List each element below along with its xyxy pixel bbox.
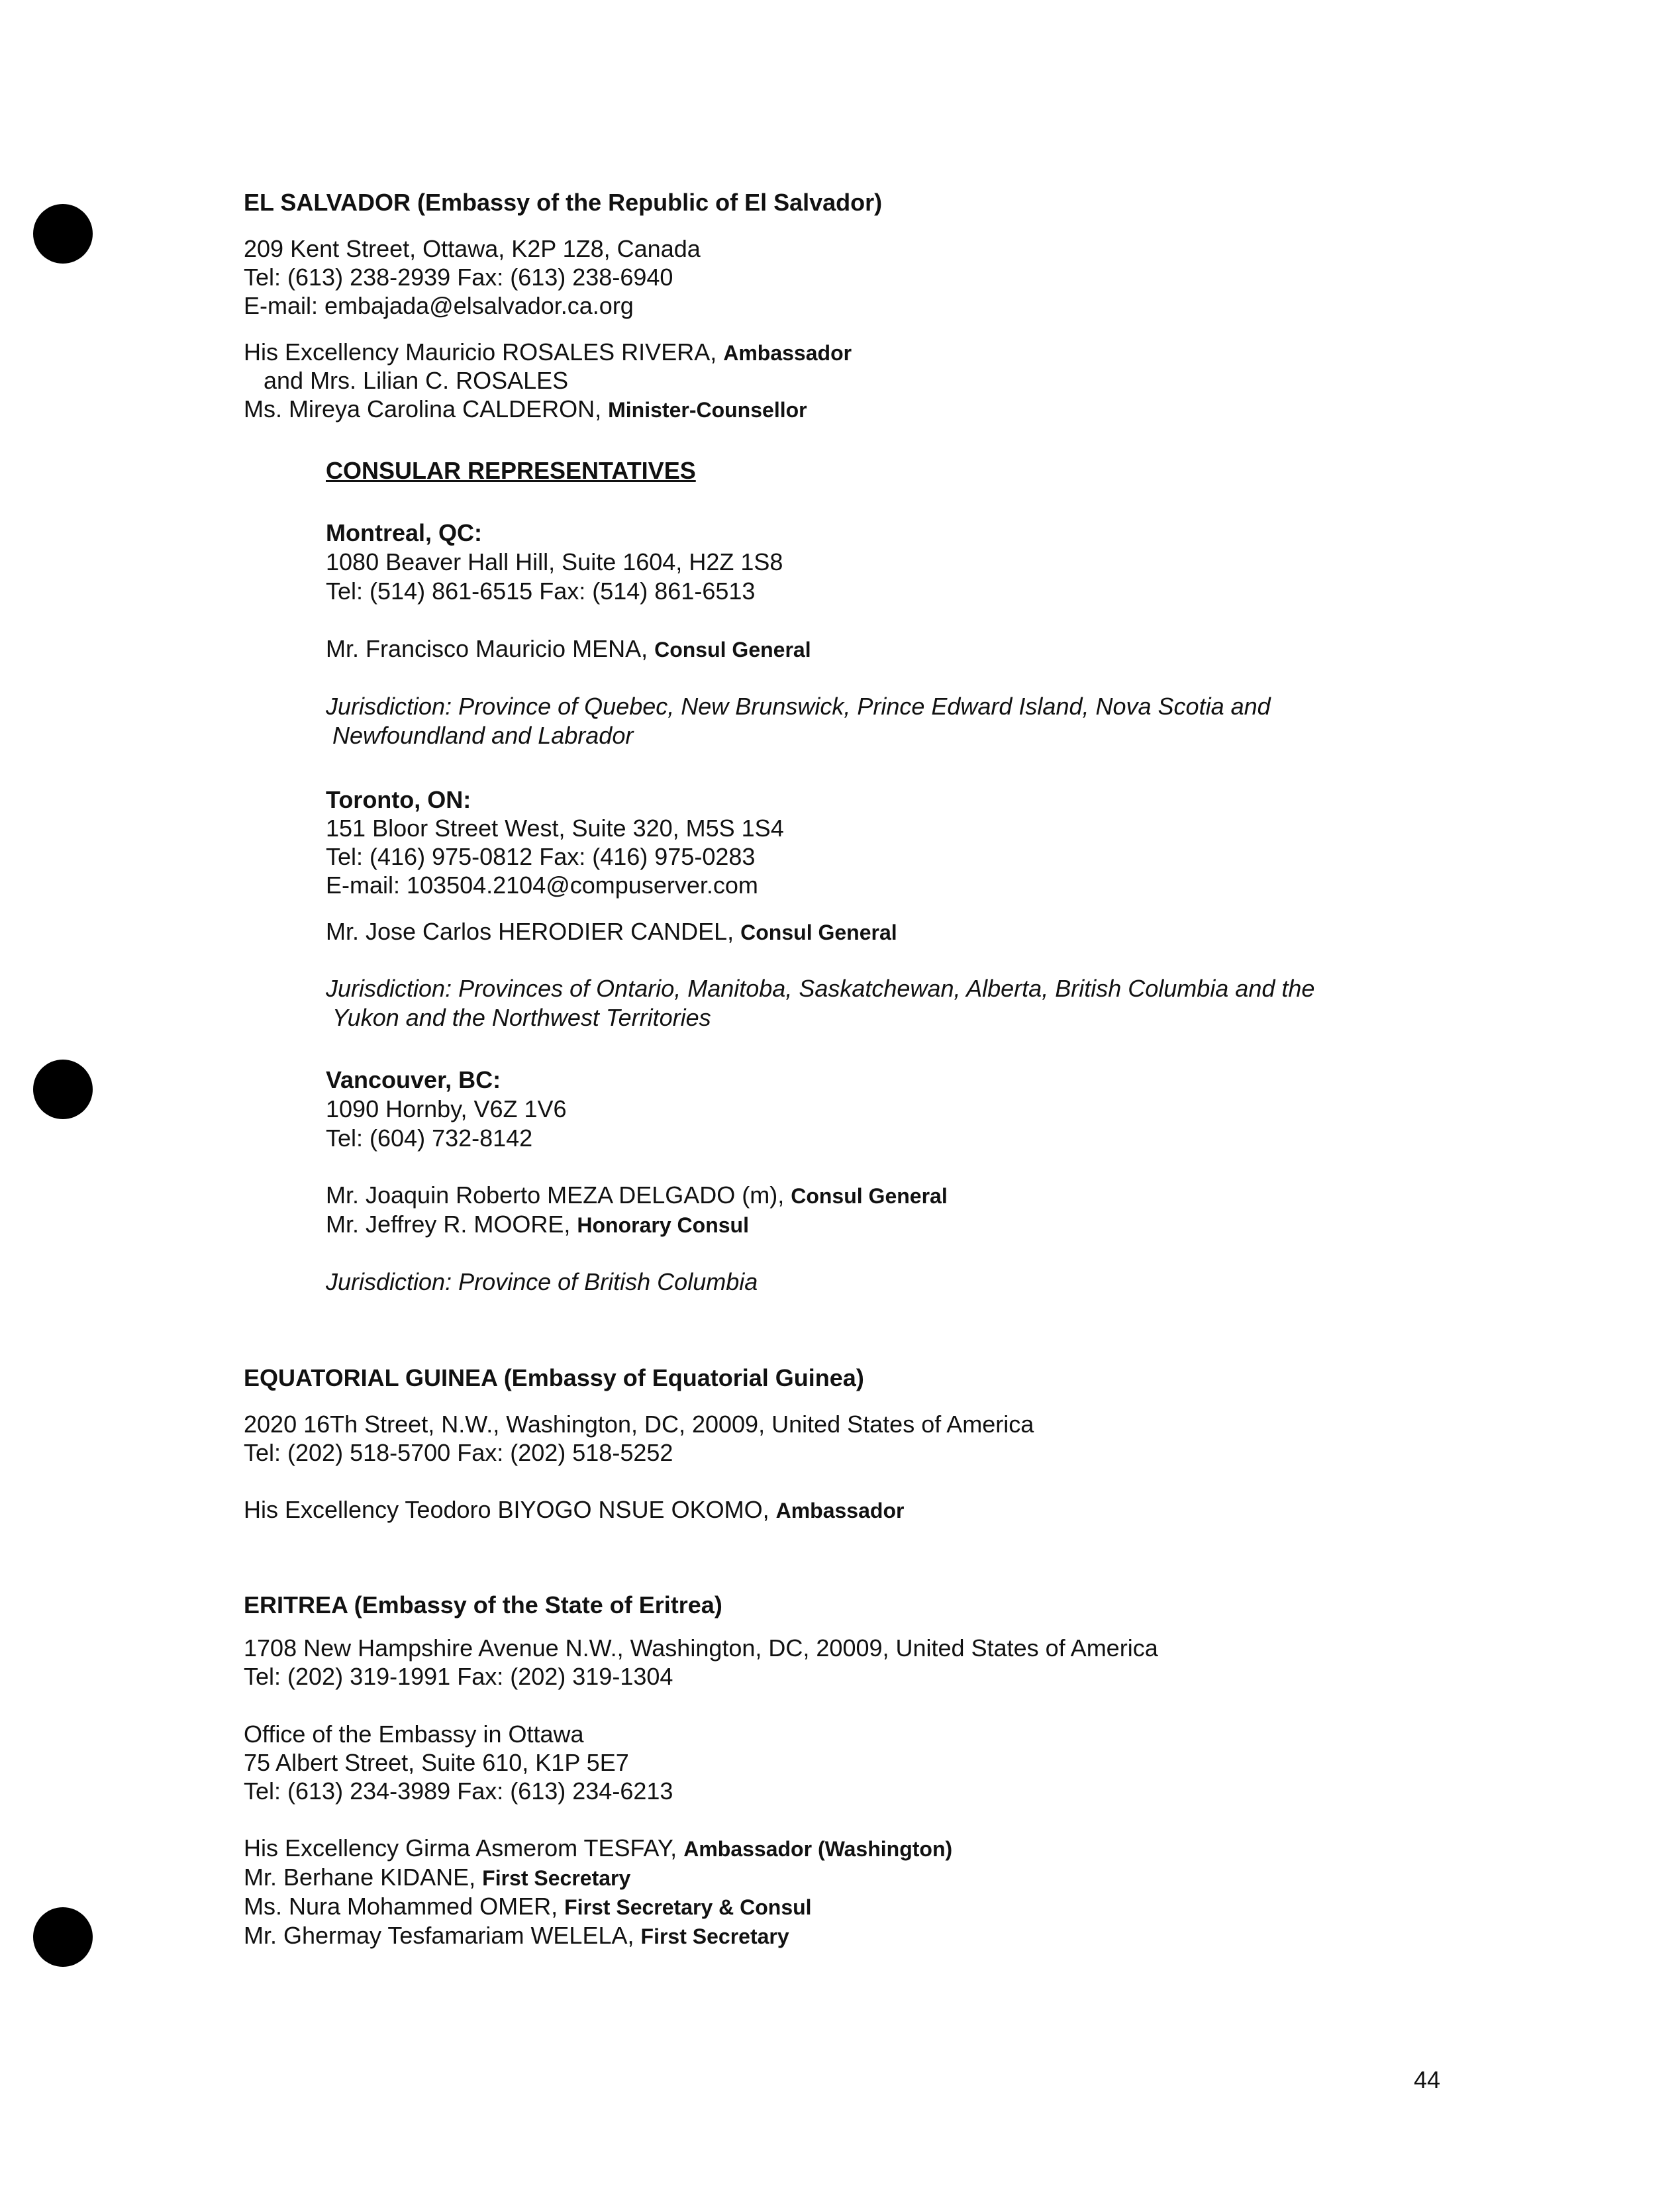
address: 1090 Hornby, V6Z 1V6 <box>326 1095 567 1122</box>
staff-role: First Secretary & Consul <box>564 1895 812 1919</box>
staff-role: Honorary Consul <box>577 1213 749 1237</box>
phone-fax: Tel: (514) 861-6515 Fax: (514) 861-6513 <box>326 577 756 605</box>
email: E-mail: 103504.2104@compuserver.com <box>326 871 758 899</box>
staff-entry <box>326 918 897 946</box>
office-address: 75 Albert Street, Suite 610, K1P 5E7 <box>244 1749 629 1776</box>
staff-name: Ms. Nura Mohammed OMER, <box>244 1893 565 1920</box>
address: 2020 16Th Street, N.W., Washington, DC, 20009, United States of America <box>244 1411 1034 1438</box>
staff-role: Consul General <box>791 1184 948 1208</box>
consular-heading: CONSULAR REPRESENTATIVES <box>326 457 696 484</box>
staff-role: First Secretary <box>482 1866 631 1890</box>
staff-name: Ms. Mireya Carolina CALDERON, <box>244 395 609 423</box>
staff-role: Ambassador <box>775 1499 905 1522</box>
section-heading-equatorial-guinea: EQUATORIAL GUINEA (Embassy of Equatorial Guinea) <box>244 1364 864 1391</box>
phone-fax: Tel: (613) 238-2939 Fax: (613) 238-6940 <box>244 264 673 291</box>
staff-entry <box>244 395 807 424</box>
phone-fax: Tel: (202) 518-5700 Fax: (202) 518-5252 <box>244 1439 673 1466</box>
page-number: 44 <box>1414 2066 1441 2093</box>
staff-role: First Secretary <box>640 1924 789 1948</box>
jurisdiction-continued: Newfoundland and Labrador <box>332 722 634 749</box>
staff-entry <box>264 367 568 395</box>
section-heading-eritrea: ERITREA (Embassy of the State of Eritrea) <box>244 1591 722 1618</box>
staff-entry <box>326 635 811 664</box>
staff-role: Minister-Counsellor <box>608 398 807 422</box>
staff-name: Mr. Berhane KIDANE, <box>244 1864 483 1891</box>
staff-entry <box>244 1864 630 1892</box>
phone-fax: Tel: (202) 319-1991 Fax: (202) 319-1304 <box>244 1663 673 1690</box>
office-title: Office of the Embassy in Ottawa <box>244 1720 584 1748</box>
staff-entry <box>244 1834 952 1863</box>
staff-name: His Excellency Teodoro BIYOGO NSUE OKOMO, <box>244 1496 776 1523</box>
email: E-mail: embajada@elsalvador.ca.org <box>244 292 634 319</box>
jurisdiction: Jurisdiction: Province of British Columbia <box>326 1268 758 1295</box>
punch-hole <box>33 1060 93 1119</box>
staff-entry <box>326 1211 749 1239</box>
staff-entry <box>244 1922 789 1950</box>
staff-name: Mr. Joaquin Roberto MEZA DELGADO (m), <box>326 1181 791 1209</box>
address: 209 Kent Street, Ottawa, K2P 1Z8, Canada <box>244 235 701 262</box>
punch-hole <box>33 204 93 264</box>
address: 151 Bloor Street West, Suite 320, M5S 1S4 <box>326 815 784 842</box>
staff-entry <box>244 1893 812 1921</box>
staff-name: Mr. Jeffrey R. MOORE, <box>326 1211 577 1238</box>
section-heading-el-salvador: EL SALVADOR (Embassy of the Republic of El Salvador) <box>244 189 883 216</box>
jurisdiction: Jurisdiction: Province of Quebec, New Brunswick, Prince Edward Island, Nova Scotia and <box>326 693 1271 720</box>
phone-fax: Tel: (416) 975-0812 Fax: (416) 975-0283 <box>326 843 756 870</box>
address: 1080 Beaver Hall Hill, Suite 1604, H2Z 1S8 <box>326 548 783 575</box>
staff-entry <box>244 1496 904 1524</box>
staff-name: Mr. Jose Carlos HERODIER CANDEL, <box>326 918 741 945</box>
city-heading-vancouver: Vancouver, BC: <box>326 1066 501 1093</box>
staff-name: His Excellency Girma Asmerom TESFAY, <box>244 1834 684 1862</box>
office-phone-fax: Tel: (613) 234-3989 Fax: (613) 234-6213 <box>244 1777 673 1805</box>
city-heading-toronto: Toronto, ON: <box>326 786 471 813</box>
punch-hole <box>33 1907 93 1967</box>
city-heading-montreal: Montreal, QC: <box>326 519 483 546</box>
staff-role: Ambassador (Washington) <box>683 1837 953 1861</box>
staff-name: His Excellency Mauricio ROSALES RIVERA, <box>244 338 724 366</box>
staff-role: Ambassador <box>723 341 852 365</box>
staff-role: Consul General <box>740 921 897 944</box>
staff-entry <box>326 1181 948 1210</box>
staff-name: Mr. Francisco Mauricio MENA, <box>326 635 655 662</box>
staff-name: and Mrs. Lilian C. ROSALES <box>264 367 569 394</box>
jurisdiction: Jurisdiction: Provinces of Ontario, Manitoba, Saskatchewan, Alberta, British Columbia and the <box>326 975 1315 1002</box>
staff-role: Consul General <box>654 638 811 662</box>
staff-entry <box>244 338 852 367</box>
phone: Tel: (604) 732-8142 <box>326 1124 533 1152</box>
staff-name: Mr. Ghermay Tesfamariam WELELA, <box>244 1922 641 1949</box>
address: 1708 New Hampshire Avenue N.W., Washington, DC, 20009, United States of America <box>244 1634 1158 1662</box>
jurisdiction-continued: Yukon and the Northwest Territories <box>332 1004 711 1031</box>
